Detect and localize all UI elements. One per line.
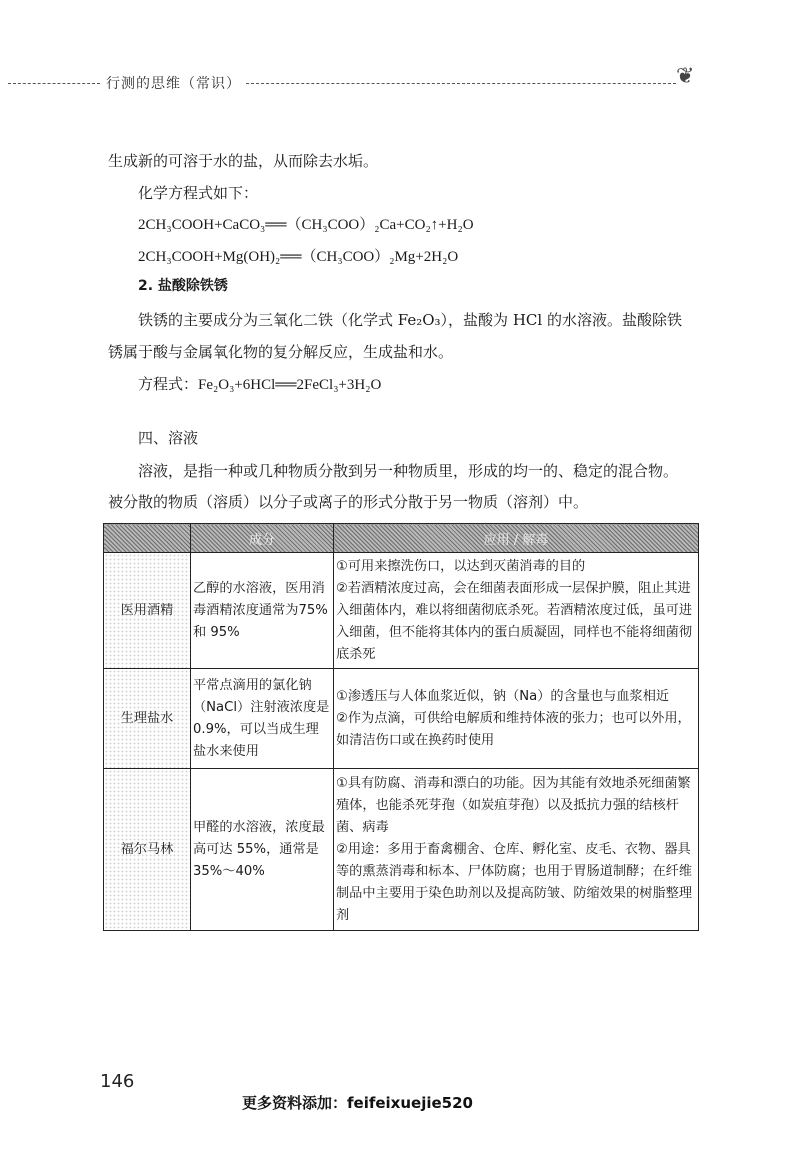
equations-intro: 化学方程式如下： — [138, 184, 259, 202]
subheading-rust-removal: 2. 盐酸除铁锈 — [138, 278, 228, 294]
running-header — [0, 64, 800, 100]
table-header-row — [104, 524, 699, 553]
header-title: 行测的思维（常识） — [106, 76, 241, 92]
equation-3: Fe₂O₃+6HCl══2FeCl₃+3H₂O — [198, 377, 382, 393]
equation-1: 2CH₃COOH+CaCO₃══（CH₃COO）₂Ca+CO₂↑+H₂O — [138, 217, 474, 233]
solutions-table — [103, 523, 699, 931]
row-application — [334, 669, 699, 769]
rust-paragraph-line-2: 锈属于酸与金属氧化物的复分解反应，生成盐和水。 — [108, 343, 454, 361]
row-name: 医用酒精 — [104, 553, 191, 669]
solution-paragraph-line-2: 被分散的物质（溶质）以分子或离子的形式分散于另一物质（溶剂）中。 — [108, 493, 589, 511]
application-point: ①具有防腐、消毒和漂白的功能。因为其能有效地杀死细菌繁殖体，也能杀死芽孢（如炭疽芽孢）以及抵抗力强的结核杆菌、病毒 — [336, 775, 691, 835]
row-composition: 甲醛的水溶液，浓度最高可达 55%，通常是 35%～40% — [191, 769, 334, 931]
equation-2: 2CH₃COOH+Mg(OH)₂══（CH₃COO）₂Mg+2H₂O — [138, 249, 459, 265]
equation-label: 方程式： — [138, 375, 199, 393]
header-rule-left — [8, 83, 100, 84]
application-point: ②若酒精浓度过高，会在细菌表面形成一层保护膜，阻止其进入细菌体内，难以将细菌彻底杀死。若酒精浓度过低，虽可进入细菌，但不能将其体内的蛋白质凝固，同样也不能将细菌彻底杀死 — [336, 580, 693, 662]
paragraph-continuation: 生成新的可溶于水的盐，从而除去水垢。 — [108, 152, 379, 170]
rust-paragraph-line-1: 铁锈的主要成分为三氧化二铁（化学式 Fe₂O₃），盐酸为 HCl 的水溶液。盐酸除铁 — [138, 311, 682, 329]
table-row — [104, 769, 699, 931]
application-point: ①渗透压与人体血浆近似，钠（Na）的含量也与血浆相近 — [336, 688, 670, 704]
application-point: ②用途：多用于畜禽棚舍、仓库、孵化室、皮毛、衣物、器具等的熏蒸消毒和标本、尸体防腐；也用于胃肠道制酵；在纤维制品中主要用于染色助剂以及提高防皱、防缩效果的树脂整理剂 — [336, 841, 693, 923]
table-row — [104, 553, 699, 669]
table-header-name — [104, 524, 191, 553]
table-header-application: 应用 / 解毒 — [334, 524, 699, 553]
table-header-composition: 成分 — [191, 524, 334, 553]
section-title: 四、溶液 — [138, 429, 199, 447]
footer-note: 更多资料添加：feifeixuejie520 — [242, 1094, 473, 1112]
row-composition: 平常点滴用的氯化钠（NaCl）注射液浓度是 0.9%，可以当成生理盐水来使用 — [191, 669, 334, 769]
application-point: ②作为点滴，可供给电解质和维持体液的张力；也可以外用，如清洁伤口或在换药时使用 — [336, 710, 691, 748]
equation-3-line — [138, 374, 381, 395]
table-row — [104, 669, 699, 769]
row-application — [334, 553, 699, 669]
row-name: 生理盐水 — [104, 669, 191, 769]
row-application — [334, 769, 699, 931]
ornament-icon: ❦ — [676, 64, 695, 89]
row-name: 福尔马林 — [104, 769, 191, 931]
solution-paragraph-line-1: 溶液，是指一种或几种物质分散到另一种物质里，形成的均一的、稳定的混合物。 — [138, 462, 679, 480]
page-number: 146 — [100, 1071, 135, 1092]
header-rule-right — [246, 83, 676, 84]
application-point: ①可用来擦洗伤口，以达到灭菌消毒的目的 — [336, 558, 586, 574]
row-composition: 乙醇的水溶液，医用消毒酒精浓度通常为75% 和 95% — [191, 553, 334, 669]
